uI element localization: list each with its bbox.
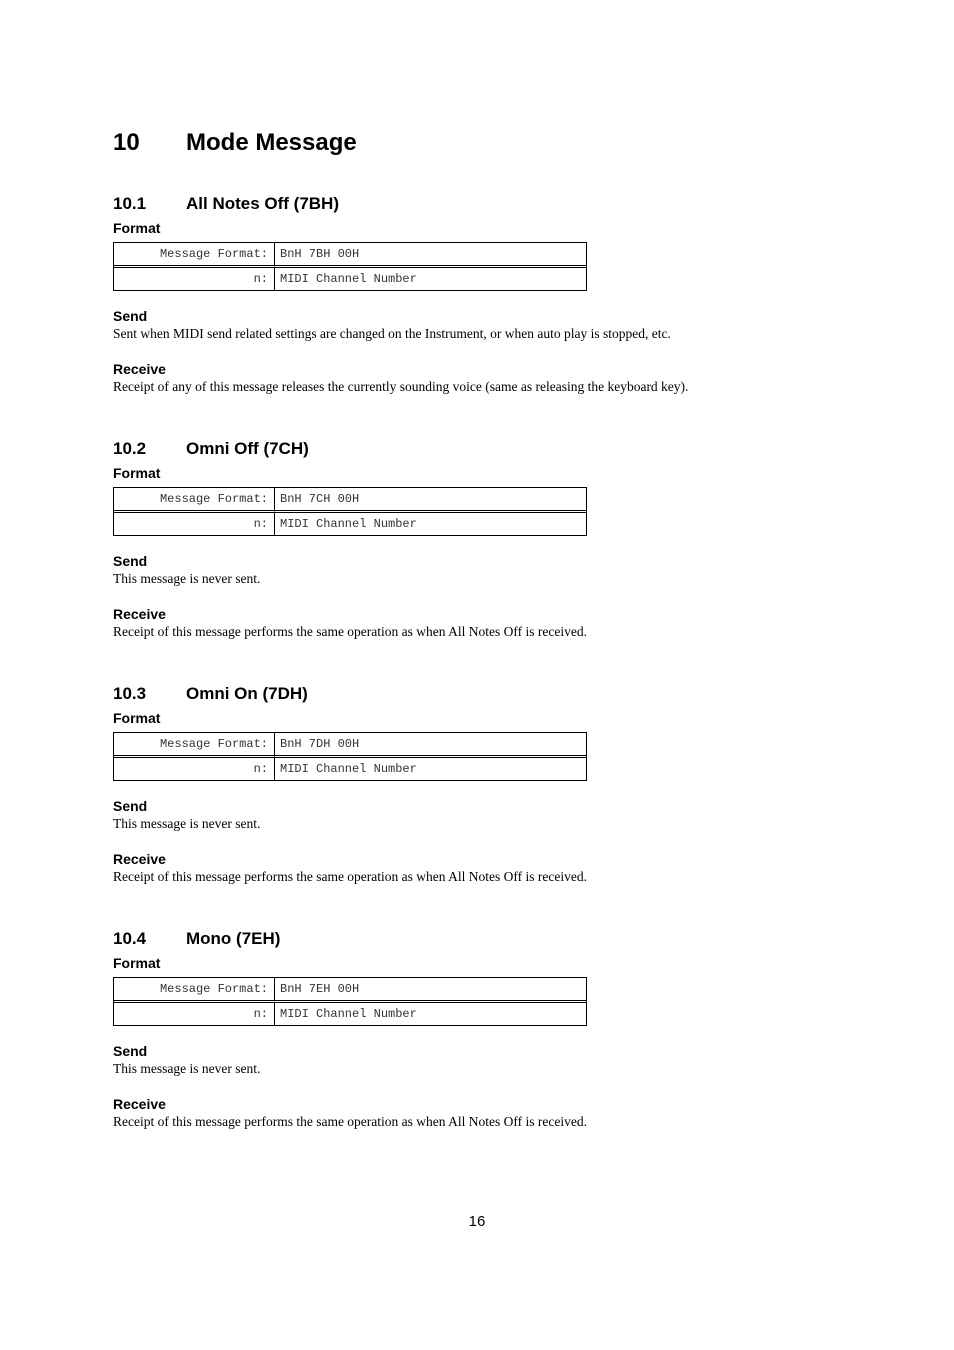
table-row: [114, 243, 586, 265]
receive-text: Receipt of this message performs the same operation as when All Notes Off is received.: [113, 1114, 587, 1129]
section-heading: [113, 928, 833, 950]
format-value: BnH 7DH 00H: [280, 737, 360, 751]
format-table: [113, 242, 587, 291]
format-value: MIDI Channel Number: [275, 755, 586, 780]
format-value: BnH 7EH 00H: [280, 982, 360, 996]
receive-text: Receipt of this message performs the same operation as when All Notes Off is received.: [113, 869, 587, 884]
table-row: [114, 733, 586, 755]
section-heading: [113, 193, 833, 215]
send-heading: Send: [113, 308, 148, 324]
send-heading: Send: [113, 553, 148, 569]
section-title: Omni On (7DH): [186, 684, 308, 703]
section-all-notes-off: [113, 193, 833, 394]
chapter-number: 10: [113, 129, 140, 156]
format-key: Message Format:: [114, 243, 275, 265]
receive-heading: Receive: [113, 1096, 166, 1112]
section-number: 10.3: [113, 684, 147, 703]
section-number: 10.4: [113, 929, 147, 948]
chapter-heading: [113, 128, 357, 158]
send-text: This message is never sent.: [113, 816, 261, 831]
format-key: n:: [114, 265, 275, 290]
table-row: [114, 488, 586, 510]
send-text: Sent when MIDI send related settings are changed on the Instrument, or when auto play is stopped, etc.: [113, 326, 671, 341]
chapter-title: Mode Message: [186, 129, 357, 156]
format-heading: Format: [113, 710, 161, 726]
receive-heading: Receive: [113, 606, 166, 622]
section-title: All Notes Off (7BH): [186, 194, 339, 213]
format-key: n:: [114, 1000, 275, 1025]
format-key: Message Format:: [114, 733, 275, 755]
section-heading: [113, 438, 833, 460]
format-key: n:: [114, 510, 275, 535]
section-omni-off: [113, 438, 833, 639]
format-value: MIDI Channel Number: [275, 510, 586, 535]
format-heading: Format: [113, 220, 161, 236]
receive-heading: Receive: [113, 361, 166, 377]
receive-text: Receipt of any of this message releases the currently sounding voice (same as releasing the keyboard key).: [113, 379, 689, 394]
receive-heading: Receive: [113, 851, 166, 867]
send-heading: Send: [113, 798, 148, 814]
section-number: 10.2: [113, 439, 147, 458]
send-text: This message is never sent.: [113, 1061, 261, 1076]
format-table: [113, 732, 587, 781]
table-row: [114, 1000, 586, 1025]
receive-text: Receipt of this message performs the same operation as when All Notes Off is received.: [113, 624, 587, 639]
format-key: Message Format:: [114, 978, 275, 1000]
format-key: Message Format:: [114, 488, 275, 510]
section-number: 10.1: [113, 194, 147, 213]
format-key: n:: [114, 755, 275, 780]
format-table: [113, 977, 587, 1026]
table-row: [114, 978, 586, 1000]
table-row: [114, 510, 586, 535]
format-value: MIDI Channel Number: [275, 1000, 586, 1025]
page-number: 16: [468, 1213, 486, 1230]
send-text: This message is never sent.: [113, 571, 261, 586]
format-heading: Format: [113, 465, 161, 481]
format-value: MIDI Channel Number: [275, 265, 586, 290]
table-row: [114, 755, 586, 780]
section-mono: [113, 928, 833, 1129]
format-value: BnH 7BH 00H: [280, 247, 360, 261]
format-value: BnH 7CH 00H: [280, 492, 360, 506]
format-table: [113, 487, 587, 536]
format-heading: Format: [113, 955, 161, 971]
section-heading: [113, 683, 833, 705]
section-omni-on: [113, 683, 833, 884]
section-title: Mono (7EH): [186, 929, 281, 948]
table-row: [114, 265, 586, 290]
section-title: Omni Off (7CH): [186, 439, 309, 458]
send-heading: Send: [113, 1043, 148, 1059]
